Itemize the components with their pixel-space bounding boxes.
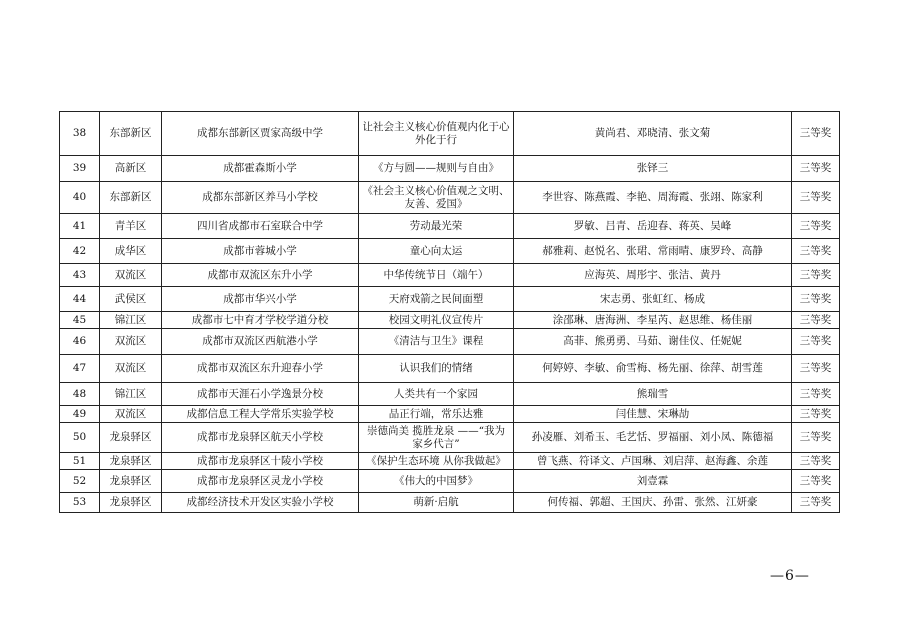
authors-cell: 何传福、郭超、王国庆、孙雷、张然、江妍豪 bbox=[514, 493, 792, 513]
district-cell: 龙泉驿区 bbox=[100, 423, 162, 453]
prize-cell: 三等奖 bbox=[792, 239, 840, 264]
row-number: 44 bbox=[60, 287, 100, 312]
table-row bbox=[60, 453, 840, 470]
work-title-cell: 萌新·启航 bbox=[359, 493, 514, 513]
authors-cell: 李世容、陈燕霞、李艳、周海霞、张翊、陈家利 bbox=[514, 182, 792, 214]
work-title-cell: 认识我们的情绪 bbox=[359, 355, 514, 383]
prize-cell: 三等奖 bbox=[792, 329, 840, 355]
district-cell: 双流区 bbox=[100, 264, 162, 287]
table-row bbox=[60, 312, 840, 329]
work-title-cell: 劳动最光荣 bbox=[359, 214, 514, 239]
school-cell: 成都霍森斯小学 bbox=[162, 156, 359, 182]
table-row bbox=[60, 470, 840, 493]
school-cell: 成都市双流区东升小学 bbox=[162, 264, 359, 287]
work-title-cell: 崇德尚美 揽胜龙泉 ——“我为家乡代言” bbox=[359, 423, 514, 453]
prize-cell: 三等奖 bbox=[792, 493, 840, 513]
table-row bbox=[60, 287, 840, 312]
row-number: 43 bbox=[60, 264, 100, 287]
school-cell: 成都市龙泉驿区十陵小学校 bbox=[162, 453, 359, 470]
work-title-cell: 童心向太运 bbox=[359, 239, 514, 264]
table-row bbox=[60, 112, 840, 156]
authors-cell: 宋志勇、张虹红、杨成 bbox=[514, 287, 792, 312]
district-cell: 东部新区 bbox=[100, 182, 162, 214]
district-cell: 武侯区 bbox=[100, 287, 162, 312]
district-cell: 锦江区 bbox=[100, 383, 162, 406]
row-number: 46 bbox=[60, 329, 100, 355]
school-cell: 成都市七中育才学校学道分校 bbox=[162, 312, 359, 329]
work-title-cell: 《伟大的中国梦》 bbox=[359, 470, 514, 493]
work-title-cell: 《清洁与卫生》课程 bbox=[359, 329, 514, 355]
page-number: —6— bbox=[770, 568, 810, 584]
district-cell: 龙泉驿区 bbox=[100, 493, 162, 513]
school-cell: 四川省成都市石室联合中学 bbox=[162, 214, 359, 239]
district-cell: 双流区 bbox=[100, 329, 162, 355]
awards-table bbox=[59, 111, 840, 513]
prize-cell: 三等奖 bbox=[792, 112, 840, 156]
prize-cell: 三等奖 bbox=[792, 453, 840, 470]
row-number: 51 bbox=[60, 453, 100, 470]
school-cell: 成都市蓉城小学 bbox=[162, 239, 359, 264]
district-cell: 锦江区 bbox=[100, 312, 162, 329]
authors-cell: 何婷婷、李敏、俞雪梅、杨先丽、徐萍、胡雪莲 bbox=[514, 355, 792, 383]
work-title-cell: 品正行端，常乐达雅 bbox=[359, 406, 514, 423]
row-number: 49 bbox=[60, 406, 100, 423]
authors-cell: 黄尚君、邓晓清、张文菊 bbox=[514, 112, 792, 156]
school-cell: 成都经济技术开发区实验小学校 bbox=[162, 493, 359, 513]
prize-cell: 三等奖 bbox=[792, 423, 840, 453]
work-title-cell: 《方与圆——规则与自由》 bbox=[359, 156, 514, 182]
table-row bbox=[60, 383, 840, 406]
table-row bbox=[60, 182, 840, 214]
prize-cell: 三等奖 bbox=[792, 182, 840, 214]
work-title-cell: 天府戏箭之民间面塑 bbox=[359, 287, 514, 312]
school-cell: 成都市华兴小学 bbox=[162, 287, 359, 312]
row-number: 48 bbox=[60, 383, 100, 406]
table-row bbox=[60, 264, 840, 287]
work-title-cell: 校园文明礼仪宣传片 bbox=[359, 312, 514, 329]
district-cell: 双流区 bbox=[100, 406, 162, 423]
row-number: 39 bbox=[60, 156, 100, 182]
row-number: 41 bbox=[60, 214, 100, 239]
authors-cell: 熊瑞雪 bbox=[514, 383, 792, 406]
row-number: 40 bbox=[60, 182, 100, 214]
work-title-cell: 让社会主义核心价值观内化于心外化于行 bbox=[359, 112, 514, 156]
row-number: 42 bbox=[60, 239, 100, 264]
district-cell: 龙泉驿区 bbox=[100, 453, 162, 470]
authors-cell: 闫佳慧、宋琳劼 bbox=[514, 406, 792, 423]
authors-cell: 刘壹霖 bbox=[514, 470, 792, 493]
table-row bbox=[60, 423, 840, 453]
authors-cell: 孙凌雁、刘希玉、毛艺恬、罗福丽、刘小凤、陈德福 bbox=[514, 423, 792, 453]
table-row bbox=[60, 156, 840, 182]
authors-cell: 涂邵琳、唐海洲、李星芮、赵思维、杨佳丽 bbox=[514, 312, 792, 329]
school-cell: 成都东部新区贾家高级中学 bbox=[162, 112, 359, 156]
work-title-cell: 人类共有一个家园 bbox=[359, 383, 514, 406]
table-row bbox=[60, 214, 840, 239]
table-row bbox=[60, 239, 840, 264]
authors-cell: 曾飞燕、符译文、卢国琳、刘启萍、赵海鑫、余莲 bbox=[514, 453, 792, 470]
row-number: 45 bbox=[60, 312, 100, 329]
school-cell: 成都市双流区东升迎春小学 bbox=[162, 355, 359, 383]
prize-cell: 三等奖 bbox=[792, 287, 840, 312]
district-cell: 青羊区 bbox=[100, 214, 162, 239]
prize-cell: 三等奖 bbox=[792, 406, 840, 423]
row-number: 53 bbox=[60, 493, 100, 513]
prize-cell: 三等奖 bbox=[792, 355, 840, 383]
work-title-cell: 《保护生态环境 从你我做起》 bbox=[359, 453, 514, 470]
prize-cell: 三等奖 bbox=[792, 470, 840, 493]
awards-table-body bbox=[60, 112, 840, 513]
authors-cell: 罗敏、吕青、岳迎春、蒋英、吴峰 bbox=[514, 214, 792, 239]
district-cell: 成华区 bbox=[100, 239, 162, 264]
district-cell: 龙泉驿区 bbox=[100, 470, 162, 493]
table-row bbox=[60, 493, 840, 513]
district-cell: 双流区 bbox=[100, 355, 162, 383]
school-cell: 成都信息工程大学常乐实验学校 bbox=[162, 406, 359, 423]
school-cell: 成都市双流区西航港小学 bbox=[162, 329, 359, 355]
district-cell: 东部新区 bbox=[100, 112, 162, 156]
table-row bbox=[60, 329, 840, 355]
school-cell: 成都市天涯石小学逸景分校 bbox=[162, 383, 359, 406]
prize-cell: 三等奖 bbox=[792, 214, 840, 239]
row-number: 50 bbox=[60, 423, 100, 453]
authors-cell: 郝雅莉、赵悦名、张珺、常雨晴、康罗玲、高静 bbox=[514, 239, 792, 264]
row-number: 38 bbox=[60, 112, 100, 156]
school-cell: 成都市龙泉驿区灵龙小学校 bbox=[162, 470, 359, 493]
authors-cell: 张铎三 bbox=[514, 156, 792, 182]
prize-cell: 三等奖 bbox=[792, 383, 840, 406]
prize-cell: 三等奖 bbox=[792, 312, 840, 329]
work-title-cell: 《社会主义核心价值观之文明、友善、爱国》 bbox=[359, 182, 514, 214]
row-number: 52 bbox=[60, 470, 100, 493]
work-title-cell: 中华传统节日（端午） bbox=[359, 264, 514, 287]
authors-cell: 高菲、熊勇勇、马茹、谢佳仪、任妮妮 bbox=[514, 329, 792, 355]
row-number: 47 bbox=[60, 355, 100, 383]
school-cell: 成都市龙泉驿区航天小学校 bbox=[162, 423, 359, 453]
district-cell: 高新区 bbox=[100, 156, 162, 182]
prize-cell: 三等奖 bbox=[792, 264, 840, 287]
authors-cell: 应海英、周彤宇、张洁、黄丹 bbox=[514, 264, 792, 287]
prize-cell: 三等奖 bbox=[792, 156, 840, 182]
school-cell: 成都东部新区养马小学校 bbox=[162, 182, 359, 214]
table-row bbox=[60, 406, 840, 423]
table-row bbox=[60, 355, 840, 383]
